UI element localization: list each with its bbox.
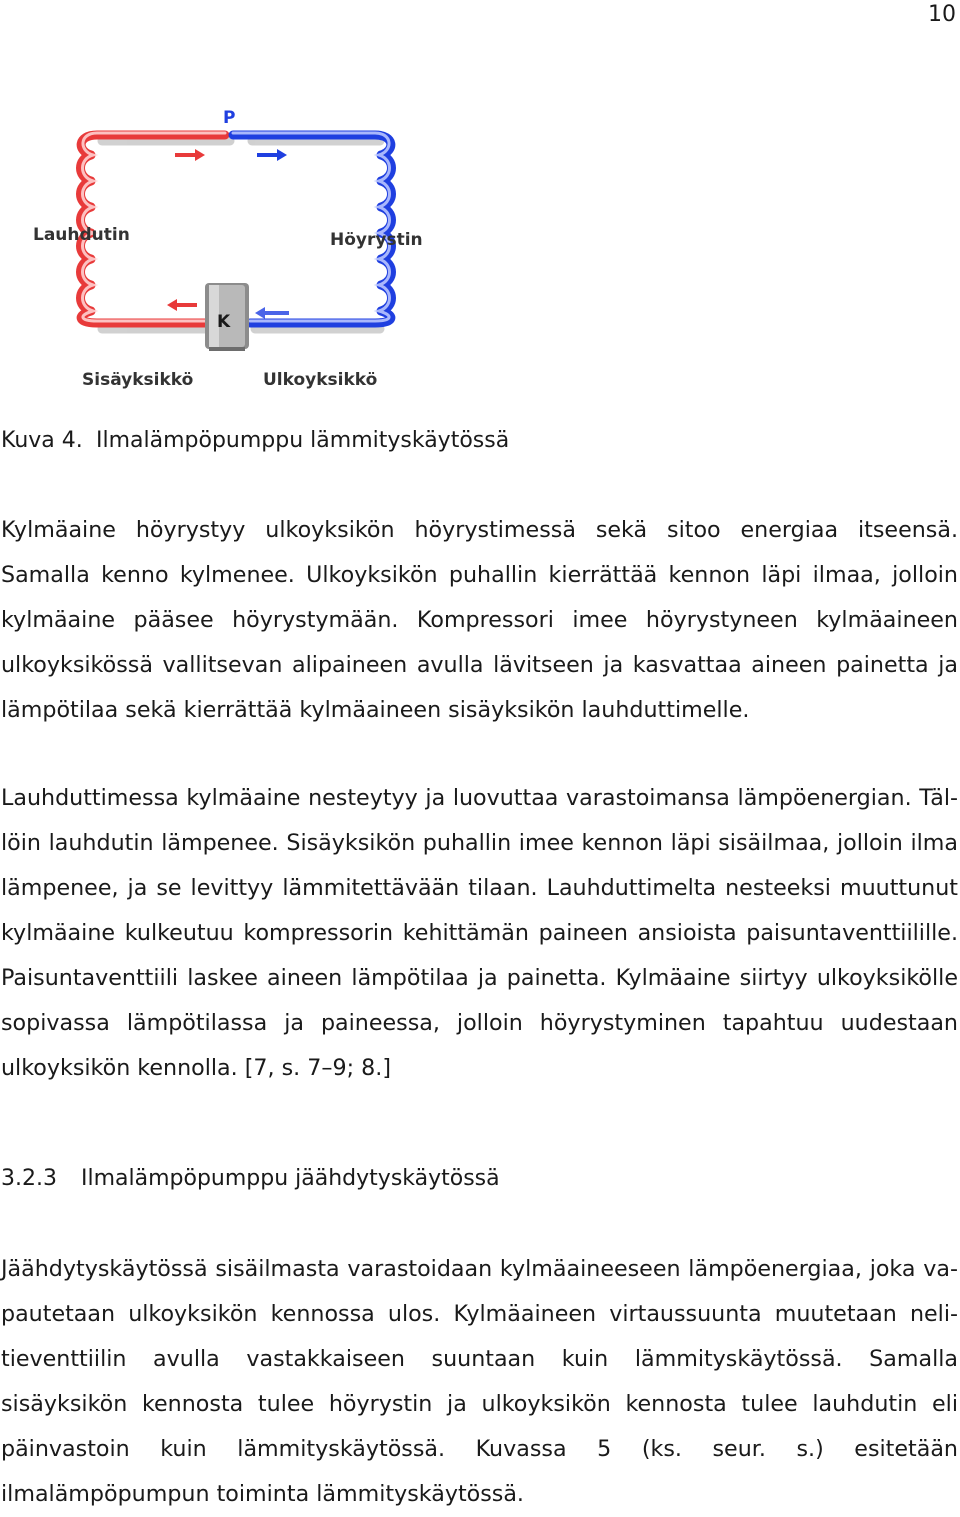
evaporator-label: Höyrystin [330, 230, 423, 250]
section-title: Ilmalämpöpumppu jäähdytyskäytössä [81, 1166, 500, 1191]
paragraph-2: Lauhduttimessa kylmäaine nesteytyy ja luovuttaa varastoimansa lämpöenergian. Tällöin lauhdutin lämpenee. Sisäyksikön puhallin imee kennon läpi sisäilmaa, jolloin ilma lämpenee, ja se levittyy lämmitettävään tilaan. Lauhduttimelta nesteeksi muuttunut kylmäaine kulkeutuu kompressorin kehittämän paineen ansioista paisuntaventtiilille. Paisuntaventtiili laskee aineen lämpötilaa ja painetta. Kylmäaine siirtyy ulkoyksikölle sopivassa lämpötilassa ja paineessa, jolloin höyrystyminen tapahtuu uudestaan ulkoyksikön kennolla. [7, s. 7–9; 8.] [1, 785, 958, 1081]
flow-arrow-bottom-red [167, 299, 197, 311]
flow-arrow-top-red [175, 149, 205, 161]
figure-caption [1, 428, 509, 453]
section-heading [1, 1166, 500, 1191]
section-number: 3.2.3 [1, 1166, 57, 1191]
indoor-unit-label: Sisäyksikkö [82, 370, 194, 390]
heat-pump-diagram [25, 95, 445, 405]
outdoor-unit-label: Ulkoyksikkö [263, 370, 378, 390]
caption-text: Ilmalämpöpumppu lämmityskäytössä [96, 428, 510, 453]
paragraph-3: Jäähdytyskäytössä sisäilmasta varastoidaan kylmäaineeseen lämpöenergiaa, joka vapautetaan ulkoyksikön kennossa ulos. Kylmäaineen virtaussuunta muutetaan nelitieventtiilin avulla vastakkaiseen suuntaan kuin lämmityskäytössä. Samalla sisäyksikön kennosta tulee höyrystin ja ulkoyksikön kennosta tulee lauhdutin eli päinvastoin kuin lämmityskäytössä. Kuvassa 5 (ks. seur. s.) esitetään ilmalämpöpumpun toiminta lämmityskäytössä. [1, 1256, 958, 1507]
page-number: 10 [928, 2, 956, 27]
caption-number: Kuva 4. [1, 428, 83, 453]
flow-arrow-bottom-blue [255, 307, 289, 319]
evaporator-coil [233, 135, 392, 323]
flow-arrow-top-blue [257, 149, 287, 161]
compressor-label: K [217, 312, 231, 332]
compressor-icon [205, 283, 249, 351]
pressure-label: P [223, 108, 236, 128]
condenser-label: Lauhdutin [33, 225, 130, 245]
paragraph-1: Kylmäaine höyrystyy ulkoyksikön höyrystimessä sekä sitoo energiaa itseensä. Samalla kenno kylmenee. Ulkoyksikön puhallin kierrättää kennon läpi ilmaa, jolloin kylmäaine pääsee höyrystymään. Kompressori imee höyrystyneen kylmäaineen ulkoyksikössä vallitsevan alipaineen avulla lävitseen ja kasvattaa aineen painetta ja lämpötilaa sekä kierrättää kylmäaineen sisäyksikön lauhduttimelle. [1, 517, 958, 723]
